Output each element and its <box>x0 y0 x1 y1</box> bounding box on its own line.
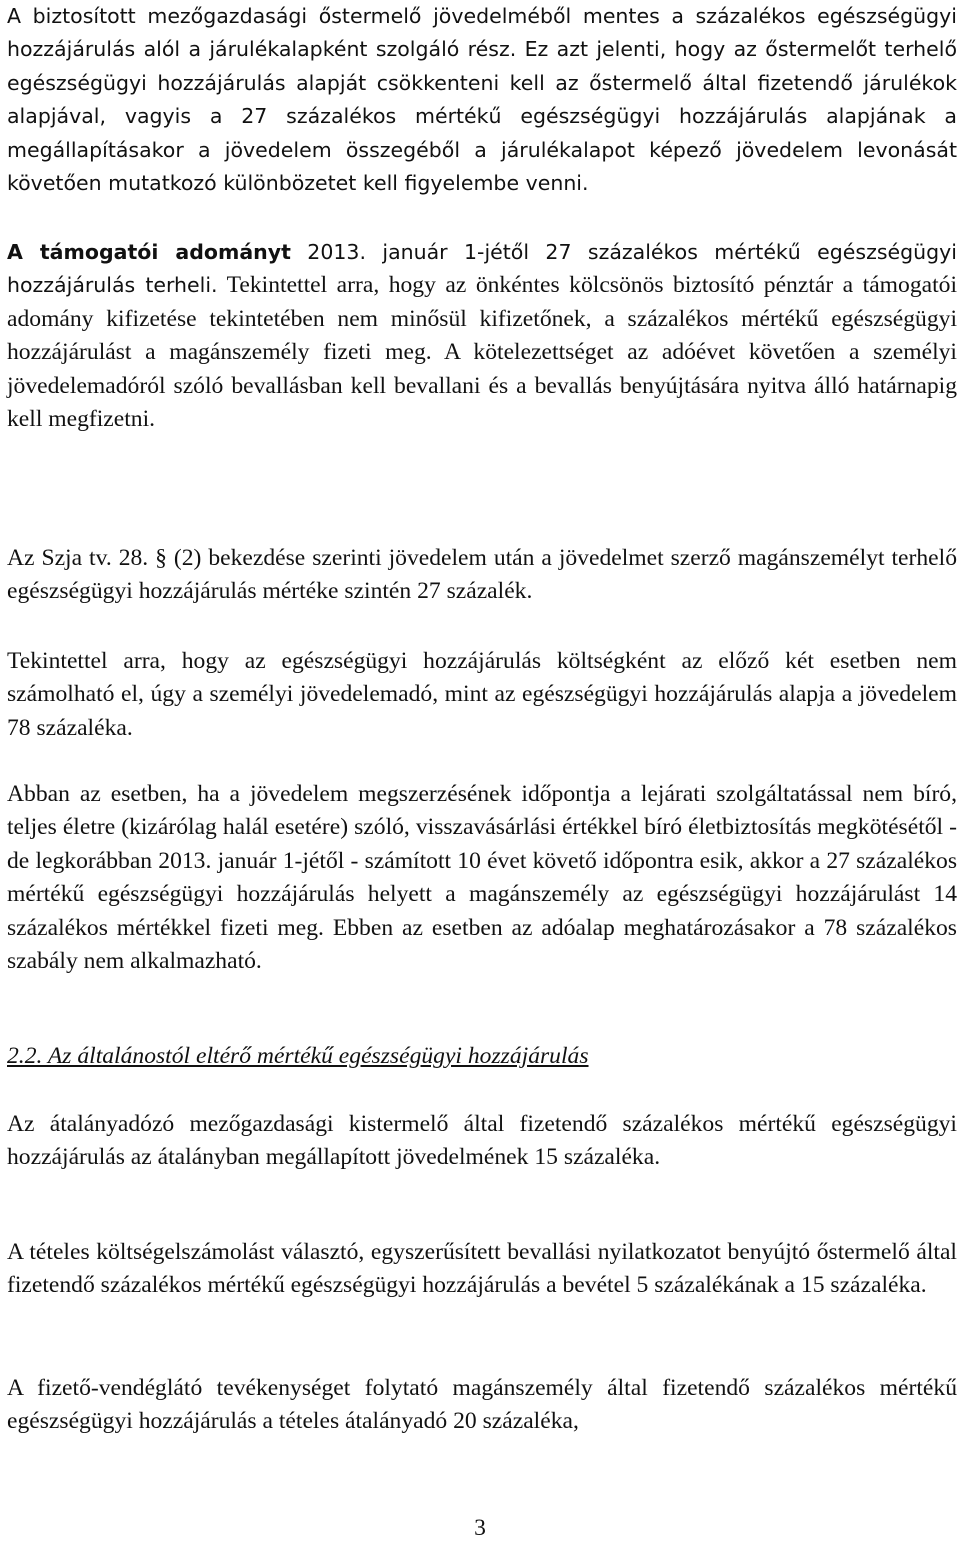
paragraph-tamogatoi-adomany <box>7 236 957 436</box>
paragraph-lead-bold: A támogatói adományt <box>7 240 291 264</box>
paragraph-body: Tekintettel arra, hogy az önkéntes kölcsönös biztosító pénztár a támogatói adomány kifizetése tekintetében nem minősül kifizetőnek, a százalékos mértékű egészségügyi hozzájárulást a magánszemély fizeti meg. A kötelezettséget az adóévet követően a személyi jövedelemadóról szóló bevallásban kell bevallani és a bevallás benyújtására nyitva álló határnapig kell megfizetni. <box>7 272 957 433</box>
paragraph-fizeto-vendeglato: A fizető-vendéglátó tevékenységet folytató magánszemély által fizetendő százalékos mértékű egészségügyi hozzájárulás a tételes átalányadó 20 százaléka, <box>7 1375 957 1435</box>
paragraph-eletbiztositas: Abban az esetben, ha a jövedelem megszerzésének időpontja a lejárati szolgáltatással nem bíró, teljes életre (kizárólag halál esetére) szóló, visszavásárlási értékkel bíró életbiztosítás megkötésétől - de legkorábban 2013. január 1-jétől - számított 10 évet követő időpontra esik, akkor a 27 százalékos mértékű egészségügyi hozzájárulás helyett a magánszemély az egészségügyi hozzájárulást 14 százalékos mértékkel fizeti meg. Ebben az esetben az adóalap meghatározásakor a 78 százalékos szabály nem alkalmazható. <box>7 781 957 975</box>
paragraph-lead-rest: 2013. január 1-jétől 27 százalékos mértékű egészségügyi hozzájárulás terheli. <box>7 240 957 298</box>
section-heading: 2.2. Az általánostól eltérő mértékű egészségügyi hozzájárulás <box>7 1043 589 1069</box>
page-number: 3 <box>474 1515 486 1541</box>
paragraph-teteles-koltseg: A tételes költségelszámolást választó, egyszerűsített bevallási nyilatkozatot benyújtó őstermelő által fizetendő százalékos mértékű egészségügyi hozzájárulás a bevétel 5 százalékának a 15 százaléka. <box>7 1239 957 1299</box>
paragraph-ostermelo-mentes: A biztosított mezőgazdasági őstermelő jövedelméből mentes a százalékos egészségügyi hozzájárulás alól a járulékalapként szolgáló rész. Ez azt jelenti, hogy az őstermelőt terhelő egészségügyi hozzájárulás alapját csökkenteni kell az őstermelő által fizetendő járulékok alapjával, vagyis a 27 százalékos mértékű egészségügyi hozzájárulás alapjának a megállapításakor a jövedelem összegéből a járulékalapot képező jövedelem levonását követően mutatkozó különbözetet kell figyelembe venni. <box>7 4 957 196</box>
paragraph-koltsegkent: Tekintettel arra, hogy az egészségügyi hozzájárulás költségként az előző két esetben nem számolható el, úgy a személyi jövedelemadó, mint az egészségügyi hozzájárulás alapja a jövedelem 78 százaléka. <box>7 648 957 741</box>
paragraph-szja-tv: Az Szja tv. 28. § (2) bekezdése szerinti jövedelem után a jövedelmet szerző magánszemélyt terhelő egészségügyi hozzájárulás mértéke szintén 27 százalék. <box>7 545 957 605</box>
paragraph-atalanyadozo: Az átalányadózó mezőgazdasági kistermelő által fizetendő százalékos mértékű egészségügyi hozzájárulás az átalányban megállapított jövedelmének 15 százaléka. <box>7 1111 957 1171</box>
